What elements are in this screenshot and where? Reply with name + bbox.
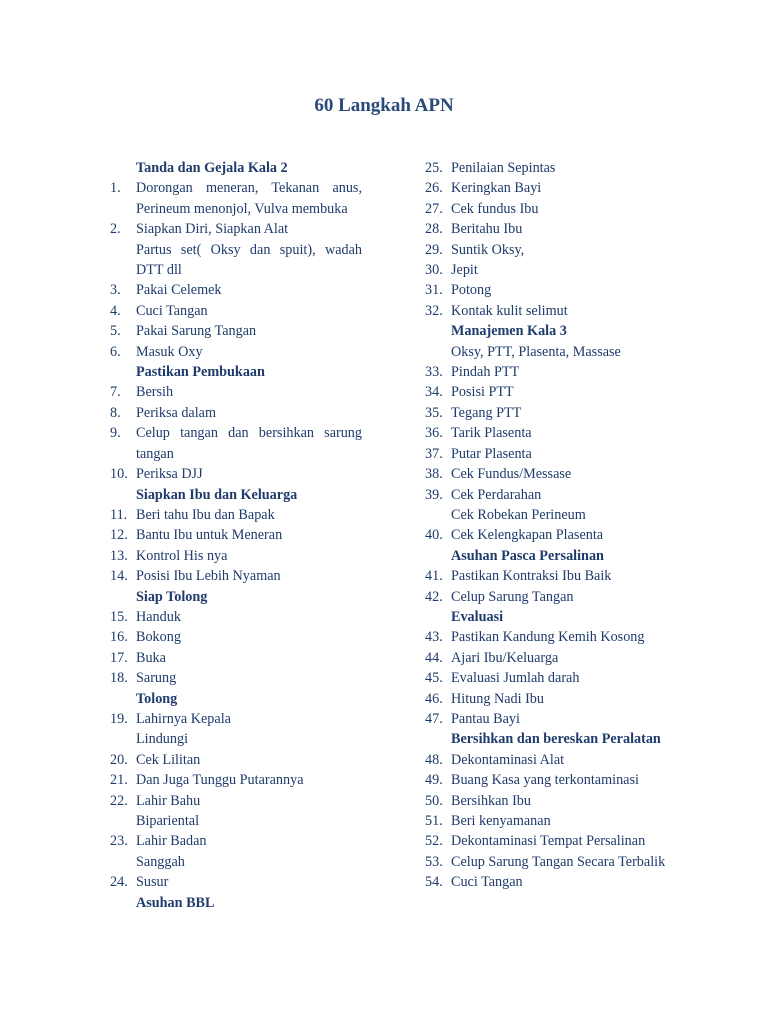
item-text: Pakai Celemek (136, 282, 222, 299)
item-number: 33. (425, 364, 443, 381)
list-item (110, 770, 362, 790)
item-number: 34. (425, 384, 443, 401)
item-text: Dekontaminasi Tempat Persalinan (451, 833, 646, 850)
list-item (425, 301, 678, 321)
item-number: 4. (110, 302, 121, 319)
item-number: 8. (110, 404, 121, 421)
item-number: 13. (110, 547, 128, 564)
list-item (425, 852, 678, 872)
item-number: 44. (425, 649, 443, 666)
item-number: 36. (425, 425, 443, 442)
list-item (425, 811, 678, 831)
list-item (110, 750, 362, 770)
list-item (425, 505, 678, 525)
item-number: 2. (110, 221, 121, 238)
left-column (110, 158, 362, 913)
item-text: Dorongan meneran, Tekanan anus, Perineum menonjol, Vulva membuka (136, 180, 362, 217)
list-item (425, 219, 678, 239)
item-text: Cek Perdarahan (451, 486, 542, 503)
item-number: 54. (425, 874, 443, 891)
list-item (425, 240, 678, 260)
item-number: 5. (110, 323, 121, 340)
item-text: Partus set( Oksy dan spuit), wadah DTT dll (136, 241, 362, 279)
list-item (425, 158, 678, 178)
list-item (425, 260, 678, 280)
list-item (110, 342, 362, 362)
list-item (425, 587, 678, 607)
item-text: Cek Lilitan (136, 751, 201, 768)
item-text: Bersih (136, 384, 174, 401)
item-text: Cek Robekan Perineum (451, 506, 586, 523)
item-text: Potong (451, 282, 492, 299)
list-item (110, 546, 362, 566)
list-item (425, 872, 678, 892)
section-heading-text: Bersihkan dan bereskan Peralatan (451, 731, 661, 748)
section-heading (110, 689, 362, 709)
list-item (110, 709, 362, 729)
section-heading (110, 587, 362, 607)
item-text: Pakai Sarung Tangan (136, 323, 257, 340)
list-item (425, 403, 678, 423)
item-number: 40. (425, 527, 443, 544)
item-text: Tegang PTT (451, 404, 522, 421)
item-text: Oksy, PTT, Plasenta, Massase (451, 343, 621, 360)
item-number: 41. (425, 568, 443, 585)
list-item (110, 505, 362, 525)
item-text: Lahir Bahu (136, 792, 201, 809)
item-text: Bantu Ibu untuk Meneran (136, 527, 283, 544)
list-item (110, 301, 362, 321)
item-number: 15. (110, 608, 128, 625)
item-number: 19. (110, 710, 128, 727)
section-heading (110, 158, 362, 178)
item-number: 9. (110, 425, 121, 442)
list-item (425, 791, 678, 811)
item-text: Pastikan Kontraksi Ibu Baik (451, 568, 612, 585)
item-text: Dan Juga Tunggu Putarannya (136, 772, 304, 789)
item-text: Kontrol His nya (136, 547, 228, 564)
list-item (425, 525, 678, 545)
section-heading-text: Siap Tolong (136, 588, 208, 605)
item-text: Tarik Plasenta (451, 425, 532, 442)
item-text: Cuci Tangan (136, 302, 208, 319)
item-number: 50. (425, 792, 443, 809)
item-number: 51. (425, 813, 443, 829)
item-number: 46. (425, 690, 443, 707)
item-text: Masuk Oxy (136, 343, 203, 360)
item-number: 12. (110, 527, 128, 544)
list-item (110, 403, 362, 423)
item-text: Ajari Ibu/Keluarga (451, 649, 559, 666)
item-text: Jepit (451, 262, 478, 279)
item-text: Beri kenyamanan (451, 813, 551, 829)
list-item (425, 362, 678, 382)
item-text: Kontak kulit selimut (451, 302, 568, 319)
section-heading-text: Pastikan Pembukaan (136, 364, 265, 381)
section-heading (425, 607, 678, 627)
item-text: Cuci Tangan (451, 874, 523, 891)
item-text: Lahirnya Kepala (136, 710, 231, 727)
list-item (110, 648, 362, 668)
list-item (425, 831, 678, 851)
item-text: Bersihkan Ibu (451, 792, 531, 809)
item-text: Lahir Badan (136, 833, 207, 850)
section-heading-text: Evaluasi (451, 608, 504, 625)
list-item (110, 178, 362, 219)
list-item (110, 219, 362, 239)
item-text: Suntik Oksy, (451, 241, 525, 258)
section-heading (425, 546, 678, 566)
item-text: Pindah PTT (451, 364, 520, 381)
list-item (425, 627, 678, 647)
item-text: Bipariental (136, 813, 200, 829)
list-item (425, 178, 678, 198)
item-number: 3. (110, 282, 121, 299)
item-text: Buang Kasa yang terkontaminasi (451, 772, 639, 789)
list-item (425, 199, 678, 219)
list-item (425, 566, 678, 586)
section-heading-text: Siapkan Ibu dan Keluarga (136, 486, 298, 503)
item-text: Putar Plasenta (451, 445, 532, 462)
list-item (425, 709, 678, 729)
item-number: 23. (110, 833, 128, 850)
item-number: 24. (110, 874, 128, 891)
item-text: Sanggah (136, 853, 185, 870)
item-number: 53. (425, 853, 443, 870)
list-item (110, 280, 362, 300)
item-number: 17. (110, 649, 128, 666)
item-text: Cek Kelengkapan Plasenta (451, 527, 604, 544)
item-text: Cek fundus Ibu (451, 200, 539, 217)
list-item (425, 668, 678, 688)
section-heading-text: Tanda dan Gejala Kala 2 (136, 160, 288, 176)
item-text: Hitung Nadi Ibu (451, 690, 544, 707)
item-text: Beritahu Ibu (451, 221, 523, 238)
list-item (425, 485, 678, 505)
section-heading (425, 321, 678, 341)
list-item (110, 464, 362, 484)
list-item (110, 729, 362, 749)
item-number: 1. (110, 180, 121, 197)
list-item (110, 423, 362, 464)
section-heading (110, 485, 362, 505)
list-item (425, 342, 678, 362)
item-number: 45. (425, 670, 443, 687)
section-heading (110, 893, 362, 913)
section-heading-text: Asuhan Pasca Persalinan (451, 547, 604, 564)
list-item (110, 566, 362, 586)
item-number: 49. (425, 772, 443, 789)
item-number: 42. (425, 588, 443, 605)
section-heading (110, 362, 362, 382)
item-text: Buka (136, 649, 166, 666)
item-number: 14. (110, 568, 128, 585)
list-item (110, 668, 362, 688)
list-item (110, 607, 362, 627)
item-number: 39. (425, 486, 443, 503)
item-number: 29. (425, 241, 443, 258)
item-number: 38. (425, 466, 443, 483)
list-item (110, 852, 362, 872)
item-text: Susur (136, 874, 169, 891)
section-heading-text: Manajemen Kala 3 (451, 323, 567, 340)
list-item (110, 831, 362, 851)
item-number: 43. (425, 629, 443, 646)
item-number: 30. (425, 262, 443, 279)
item-number: 22. (110, 792, 128, 809)
section-heading-text: Tolong (136, 690, 178, 707)
section-heading-text: Asuhan BBL (136, 894, 215, 911)
item-text: Periksa dalam (136, 404, 216, 421)
list-item (425, 444, 678, 464)
right-column (425, 158, 678, 893)
list-item (425, 750, 678, 770)
page-title: 60 Langkah APN (314, 95, 454, 116)
list-item (110, 240, 362, 281)
item-text: Pastikan Kandung Kemih Kosong (451, 629, 645, 646)
item-number: 18. (110, 670, 128, 687)
item-number: 52. (425, 833, 443, 850)
item-text: Dekontaminasi Alat (451, 751, 565, 768)
item-number: 10. (110, 466, 128, 483)
item-text: Bokong (136, 629, 181, 646)
item-number: 48. (425, 751, 443, 768)
item-text: Posisi Ibu Lebih Nyaman (136, 568, 281, 585)
list-item (110, 791, 362, 811)
list-item (425, 464, 678, 484)
item-text: Beri tahu Ibu dan Bapak (136, 506, 275, 523)
item-number: 47. (425, 710, 443, 727)
item-number: 6. (110, 343, 121, 360)
item-number: 7. (110, 384, 121, 401)
list-item (425, 648, 678, 668)
item-number: 11. (110, 506, 128, 523)
list-item (425, 280, 678, 300)
item-number: 16. (110, 629, 128, 646)
item-number: 35. (425, 404, 443, 421)
item-number: 31. (425, 282, 443, 299)
item-text: Celup tangan dan bersihkan sarung tangan (136, 425, 362, 462)
list-item (110, 627, 362, 647)
item-text: Celup Sarung Tangan (451, 588, 574, 605)
item-text: Cek Fundus/Messase (451, 466, 572, 483)
item-number: 25. (425, 160, 443, 176)
item-text: Pantau Bayi (451, 710, 520, 727)
list-item (425, 770, 678, 790)
list-item (425, 689, 678, 709)
item-text: Periksa DJJ (136, 466, 203, 483)
item-number: 21. (110, 772, 128, 789)
section-heading (425, 729, 678, 749)
item-number: 37. (425, 445, 443, 462)
item-number: 20. (110, 751, 128, 768)
list-item (110, 525, 362, 545)
item-text: Keringkan Bayi (451, 180, 542, 197)
item-number: 27. (425, 200, 443, 217)
item-text: Celup Sarung Tangan Secara Terbalik (451, 853, 666, 870)
item-text: Evaluasi Jumlah darah (451, 670, 580, 687)
list-item (425, 382, 678, 402)
item-text: Handuk (136, 608, 181, 625)
list-item (110, 382, 362, 402)
list-item (425, 423, 678, 443)
list-item (110, 321, 362, 341)
item-text: Penilaian Sepintas (451, 160, 556, 176)
list-item (110, 872, 362, 892)
item-number: 26. (425, 180, 443, 197)
item-text: Siapkan Diri, Siapkan Alat (136, 221, 289, 238)
item-number: 32. (425, 302, 443, 319)
item-number: 28. (425, 221, 443, 238)
item-text: Sarung (136, 670, 177, 687)
item-text: Lindungi (136, 731, 189, 748)
list-item (110, 811, 362, 831)
item-text: Posisi PTT (451, 384, 514, 401)
